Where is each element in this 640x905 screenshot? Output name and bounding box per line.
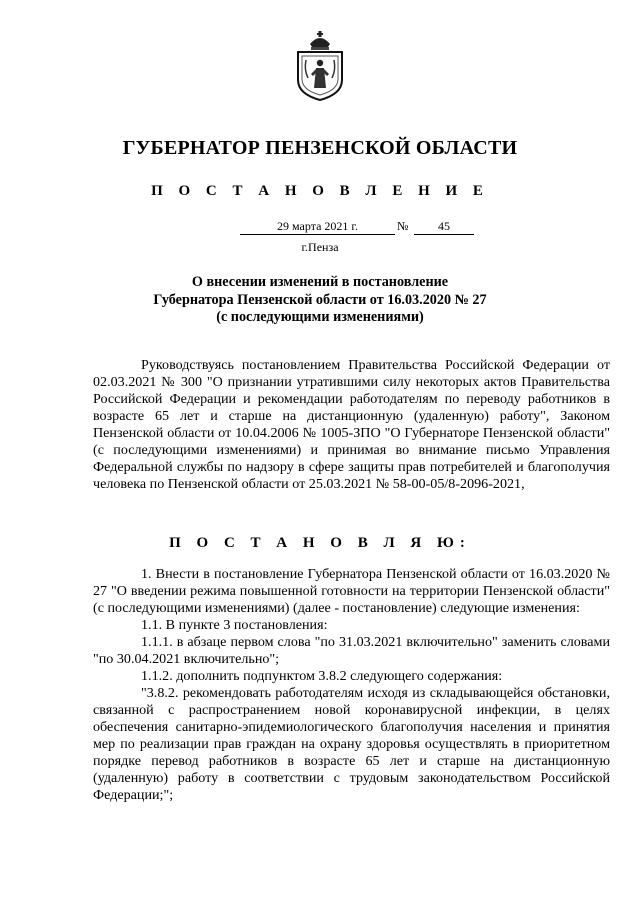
item-1: 1. Внести в постановление Губернатора Пензенской области от 16.03.2020 № 27 "О введении режима повышенной готовности на территории Пензенской области" (с последующими изменениями) (далее - постановление) следующие изменения: <box>93 566 610 616</box>
preamble-paragraph: Руководствуясь постановлением Правительства Российской Федерации от 02.03.2021 № 300 "О признании утратившими силу некоторых актов Правительства Российской Федерации и рекомендации работодателям по переводу работников в возрасте 65 лет и старше на дистанционную (удаленную) работу", Законом Пензенской области от 10.04.2006 № 1005-ЗПО "О Губернаторе Пензенской области" (с последующими изменениями) и принимая во внимание письмо Управления Федеральной службы по надзору в сфере защиты прав потребителей и благополучия человека по Пензенской области от 25.03.2021 № 58-00-05/8-2096-2021, <box>93 357 610 492</box>
city: г.Пенза <box>301 240 339 254</box>
issuer-title: ГУБЕРНАТОР ПЕНЗЕНСКОЙ ОБЛАСТИ <box>122 137 518 159</box>
subject-line-3: (с последующими изменениями) <box>216 309 424 325</box>
document-number: 45 <box>414 219 474 235</box>
subject-line-1: О внесении изменений в постановление <box>191 274 449 290</box>
item-1-1-1: 1.1.1. в абзаце первом слова "по 31.03.2021 включительно" заменить словами "по 30.04.2021 включительно"; <box>93 634 610 667</box>
subject-line-2: Губернатора Пензенской области от 16.03.2020 № 27 <box>153 291 487 308</box>
coat-of-arms-emblem <box>292 30 348 102</box>
item-3-8-2: "3.8.2. рекомендовать работодателям исходя из складывающейся обстановки, связанной с распространением новой коронавирусной инфекции, в целях обеспечения санитарно-эпидемиологического благополучия населения и принятия мер по реализации прав граждан на охрану здоровья осуществлять в приоритетном порядке перевод работников в возрасте 65 лет и старше на дистанционную (удаленную) работу в соответствии с трудовым законодательством Российской Федерации;"; <box>93 685 610 803</box>
document-subject <box>0 274 640 327</box>
document-type: П О С Т А Н О В Л Е Н И Е <box>151 183 489 199</box>
decree-body <box>93 566 610 804</box>
item-1-1-2: 1.1.2. дополнить подпунктом 3.8.2 следующего содержания: <box>141 668 503 684</box>
ordain-heading: П О С Т А Н О В Л Я Ю: <box>169 535 471 551</box>
number-sign: № <box>397 219 409 233</box>
item-1-1: 1.1. В пункте 3 постановления: <box>141 617 328 633</box>
document-date: 29 марта 2021 г. <box>240 219 395 235</box>
